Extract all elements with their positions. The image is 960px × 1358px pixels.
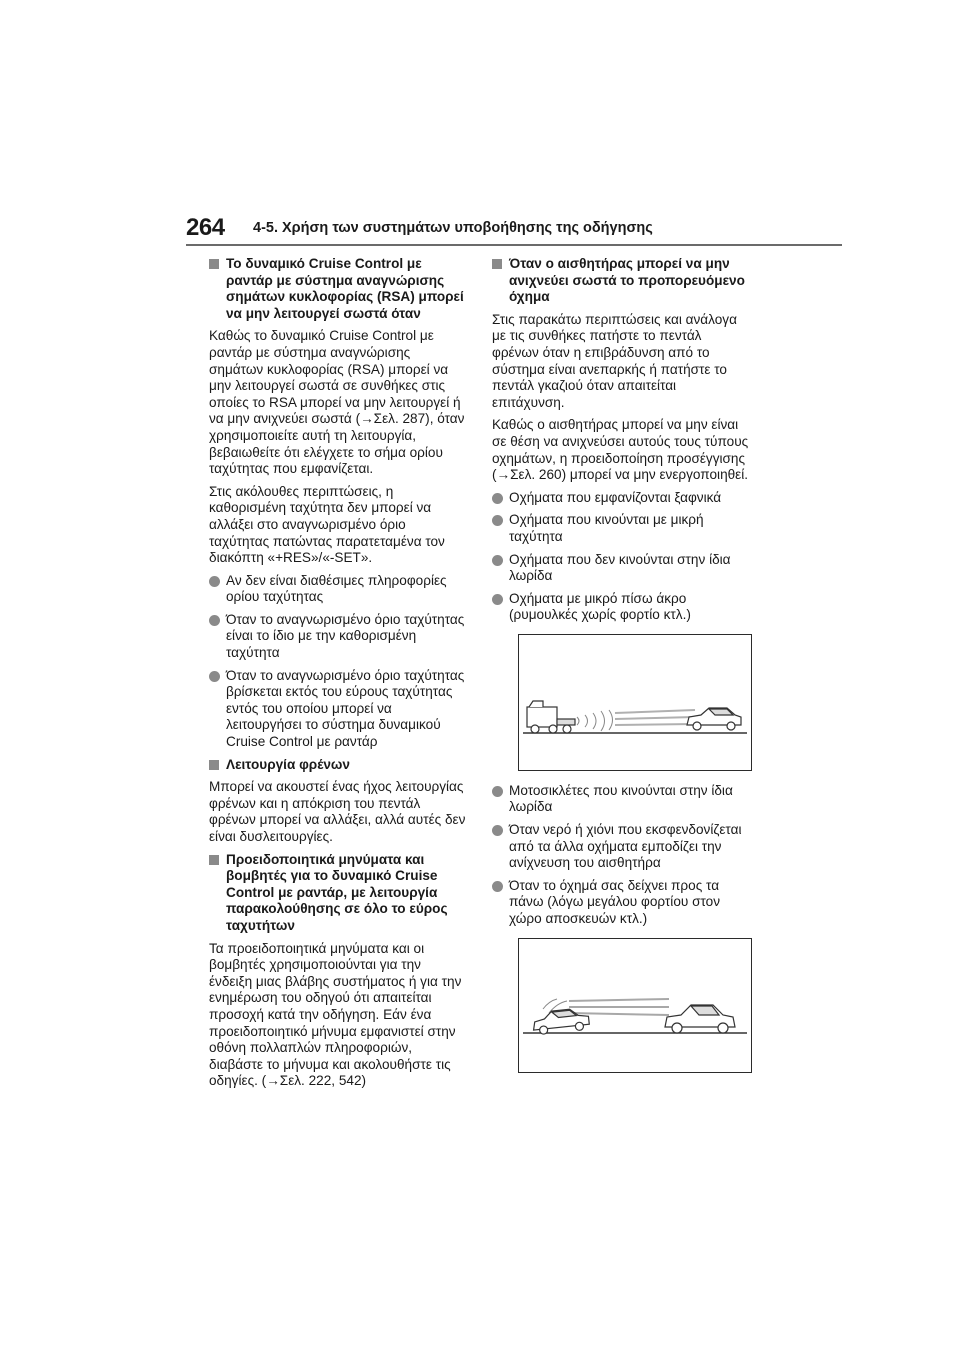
circle-bullet-icon: [209, 615, 220, 626]
list-item: [492, 783, 750, 816]
car-icon: [687, 708, 741, 730]
car-icon: [532, 1007, 590, 1035]
circle-bullet-icon: [492, 594, 503, 605]
car-icon: [665, 1005, 735, 1033]
illustration-truck-and-car: [518, 634, 752, 771]
circle-bullet-icon: [492, 825, 503, 836]
paragraph: Καθώς το δυναμικό Cruise Control με ραντάρ με σύστημα αναγνώρισης σημάτων κυκλοφορίας (RSA) μπορεί να μην λειτουργεί σωστά σε συνθήκες στις οποίες το RSA μπορεί να μην λειτουργεί ή να μην ανιχνεύει σωστά (→Σελ. 287), όταν χρησιμοποιείτε αυτή τη λειτουργία, βεβαιωθείτε ότι ελέγχετε το σήμα ορίου ταχύτητας που εμφανίζεται.: [209, 328, 465, 477]
list-item: [492, 878, 750, 928]
section-heading-brakes: [209, 757, 467, 774]
circle-bullet-icon: [492, 881, 503, 892]
section-heading-rsa: [209, 256, 467, 322]
motion-lines: [615, 710, 695, 725]
list-item-text: Οχήματα που κινούνται με μικρή ταχύτητα: [509, 512, 704, 544]
left-column: [209, 256, 467, 1096]
list-item: [492, 591, 750, 624]
circle-bullet-icon: [492, 786, 503, 797]
list-item-text: Οχήματα που εμφανίζονται ξαφνικά: [509, 489, 722, 505]
list-item-text: Όταν το αναγνωρισμένο όριο ταχύτητας βρίσκεται εκτός του εύρους ταχύτητας εντός του οποίου μπορεί να λειτουργήσει το σύστημα δυναμικού Cruise Control με ραντάρ: [226, 667, 465, 750]
list-item: [492, 512, 750, 545]
page-number: 264: [186, 214, 225, 241]
truck-icon: [527, 701, 575, 733]
circle-bullet-icon: [492, 515, 503, 526]
illustration-car-tilted: [518, 938, 752, 1073]
circle-bullet-icon: [492, 493, 503, 504]
list-item-text: Όταν νερό ή χιόνι που εκσφενδονίζεται από τα άλλα οχήματα εμποδίζει την ανίχνευση του αισθητήρα: [509, 822, 742, 871]
paragraph: Στις παρακάτω περιπτώσεις και ανάλογα με τις συνθήκες πατήστε το πεντάλ φρένων όταν η επιβράδυνση από το σύστημα είναι ανεπαρκής ή πατήστε το πεντάλ γκαζιού όταν απαιτείται επιτάχυνση.: [492, 311, 737, 410]
paragraph: Τα προειδοποιητικά μηνύματα και οι βομβητές χρησιμοποιούνται για την ένδειξη μιας βλάβης συστήματος ή για την ενημέρωση του οδηγού ότι απαιτείται προσοχή κατά την οδήγηση. Εάν ένα προειδοποιητικό μήνυμα εμφανιστεί στην οθόνη πολλαπλών πληροφοριών, διαβάστε το μήνυμα και ακολουθήστε τις οδηγίες. (→Σελ. 222, 542): [209, 940, 462, 1089]
page-header: [186, 212, 842, 246]
list-item: [492, 822, 750, 872]
paragraph: Στις ακόλουθες περιπτώσεις, η καθορισμένη ταχύτητα δεν μπορεί να αλλάξει στο αναγνωρισμένο όριο ταχύτητας πατώντας παρατεταμένα τον διακόπτη «+RES»/«-SET».: [209, 483, 445, 566]
paragraph: Μπορεί να ακουστεί ένας ήχος λειτουργίας φρένων και η απόκριση του πεντάλ φρένων μπορεί να αλλάξει, αλλά αυτές δεν είναι δυσλειτουργίες.: [209, 779, 466, 844]
list-item-text: Οχήματα με μικρό πίσω άκρο (ρυμουλκές χωρίς φορτίο κτλ.): [509, 590, 691, 623]
list-item: [492, 490, 750, 507]
chapter-title: 4-5. Χρήση των συστημάτων υποβοήθησης της οδήγησης: [253, 220, 653, 236]
list-item-text: Όταν το όχημά σας δείχνει προς τα πάνω (λόγω μεγάλου φορτίου στον χώρο αποσκευών κτλ.): [509, 877, 721, 927]
section-heading-text: Λειτουργία φρένων: [226, 756, 350, 772]
paragraph: Καθώς ο αισθητήρας μπορεί να μην είναι σε θέση να ανιχνεύσει αυτούς τους τύπους οχημάτων, η προειδοποίηση προσέγγισης (→Σελ. 260) μπορεί να μην ενεργοποιηθεί.: [492, 417, 749, 483]
section-heading-sensor: [492, 256, 750, 306]
square-bullet-icon: [209, 855, 219, 865]
header-rule: [186, 244, 842, 246]
list-item-text: Οχήματα που δεν κινούνται στην ίδια λωρίδα: [509, 551, 731, 584]
list-item: [209, 573, 467, 606]
square-bullet-icon: [209, 760, 219, 770]
square-bullet-icon: [209, 259, 219, 269]
circle-bullet-icon: [209, 671, 220, 682]
radar-beam-lines: [569, 999, 669, 1015]
truck-car-drawing: [519, 635, 751, 770]
section-heading-text: Το δυναμικό Cruise Control με ραντάρ με σύστημα αναγνώρισης σημάτων κυκλοφορίας (RSA) μπορεί να μην λειτουργεί σωστά όταν: [226, 256, 464, 321]
radar-wave-icon: [577, 710, 613, 731]
list-item-text: Μοτοσικλέτες που κινούνται στην ίδια λωρίδα: [509, 782, 733, 815]
square-bullet-icon: [492, 259, 502, 269]
section-heading-warnings: [209, 852, 467, 935]
section-heading-text: Όταν ο αισθητήρας μπορεί να μην ανιχνεύει σωστά το προπορευόμενο όχημα: [509, 256, 745, 305]
list-item-text: Όταν το αναγνωρισμένο όριο ταχύτητας είναι το ίδιο με την καθορισμένη ταχύτητα: [226, 611, 465, 661]
list-item-text: Αν δεν είναι διαθέσιμες πληροφορίες ορίου ταχύτητας: [226, 572, 447, 605]
list-item: [492, 552, 750, 585]
circle-bullet-icon: [492, 555, 503, 566]
tilted-car-drawing: [519, 939, 751, 1072]
list-item: [209, 612, 467, 662]
right-column: [492, 256, 750, 1085]
circle-bullet-icon: [209, 576, 220, 587]
section-heading-text: Προειδοποιητικά μηνύματα και βομβητές για το δυναμικό Cruise Control με ραντάρ, με λειτουργία παρακολούθησης σε όλο το εύρος ταχυτήτων: [226, 851, 448, 933]
list-item: [209, 668, 467, 751]
